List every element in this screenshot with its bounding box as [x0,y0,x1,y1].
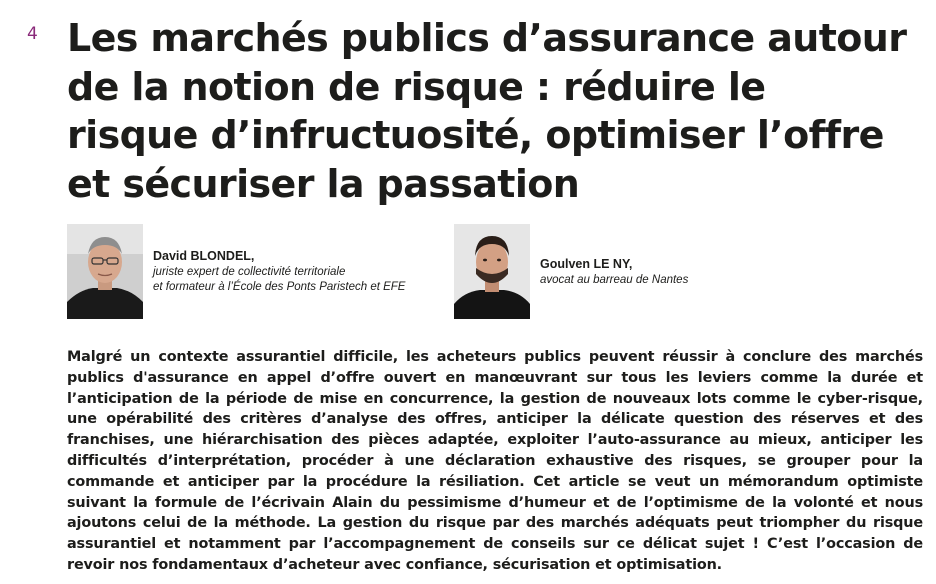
author-role-1-line-2: et formateur à l’École des Ponts Paristech et EFE [153,281,406,293]
author-info-1 [153,248,405,295]
article-title: Les marchés publics d’assurance autour de la notion de risque : réduire le risque d’infructuosité, optimiser l’offre et sécuriser la passation [67,16,907,206]
page-number: 4 [27,24,38,44]
author-photo-2 [454,224,530,319]
author-role-2-line-1: avocat au barreau de Nantes [540,274,689,286]
author-photo-1 [67,224,143,319]
author-name-2: Goulven LE NY, [540,257,633,271]
author-info-2 [540,256,688,288]
author-role-1-line-1: juriste expert de collectivité territoriale [153,266,346,278]
author-name-1: David BLONDEL, [153,249,255,263]
article-abstract: Malgré un contexte assurantiel difficile, les acheteurs publics peuvent réussir à conclure des marchés publics d'assurance en appel d’offre ouvert en manœuvrant sur tous les leviers comme la durée et l’anticipation de la période de mise en concurrence, la gestion de nouveaux lots comme le cyber-risque, une opérabilité des critères d’analyse des offres, anticiper la délicate question des réserves et des franchises, une hiérarchisation des pièces adaptée, exploiter l’auto-assurance au mieux, anticiper les difficultés d’interprétation, procéder à une déclaration exhaustive des risques, se grouper pour la commande et anticiper par la procédure la résiliation. Cet article se veut un mémorandum optimiste suivant la formule de l’écrivain Alain du pessimisme d’humeur et de l’optimisme de la volonté et nous ajoutons celui de la méthode. La gestion du risque par des marchés adéquats peut triompher du risque assurantiel et notamment par l’accompagnement de conseils sur ce délicat sujet ! C’est l’occasion de revoir nos fondamentaux d’acheteur avec confiance, sécurisation et optimisation. [67,349,923,573]
